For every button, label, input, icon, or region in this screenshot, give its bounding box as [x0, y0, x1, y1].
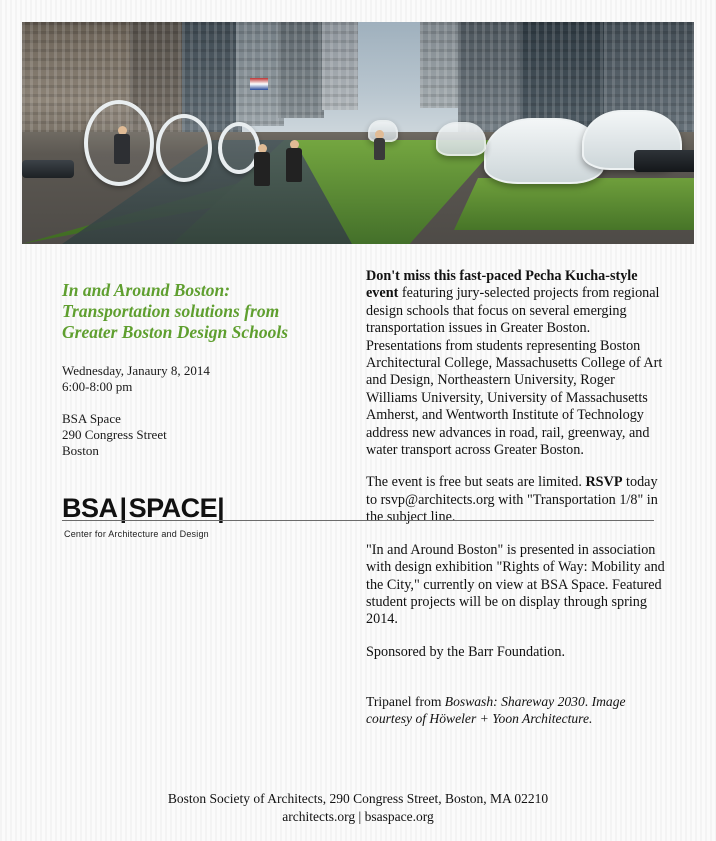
intro-rest: featuring jury-selected projects from regional design schools that focus on several emerging transportation issues in Greater Boston. Presentations from students representing Boston Architectural College, Massachusetts College of Art and Design, Northeastern University, Roger Williams University, University of Massachusetts Amherst, and Wentworth Institute of Technology address new advances in road, rail, greenway, and water transport across Greater Boston. [366, 285, 663, 459]
building-block [236, 22, 284, 126]
pedestrian [114, 126, 130, 164]
pedestrian [286, 140, 302, 182]
credit-title: Boswash: Shareway 2030 [444, 694, 585, 710]
rsvp-bold: RSVP [585, 474, 623, 491]
car [634, 150, 694, 172]
event-venue [62, 411, 332, 459]
paragraph-sponsor: Sponsored by the Barr Foundation. [366, 643, 565, 660]
event-datetime [62, 363, 332, 395]
pedestrian [374, 130, 385, 160]
image-credit [366, 693, 666, 727]
event-time: 6:00-8:00 pm [62, 379, 133, 394]
green-median-right [454, 178, 694, 230]
building-block [322, 22, 358, 110]
page-title: In and Around Boston: Transportation solutions from Greater Boston Design Schools [62, 280, 289, 342]
pod-vehicle [436, 122, 486, 156]
footer-divider [62, 520, 654, 521]
bsa-space-logo [62, 493, 332, 539]
building-block [420, 22, 462, 108]
rsvp-post: today to rsvp@architects.org with "Transportation 1/8" in the subject line. [366, 474, 658, 526]
car [22, 160, 74, 178]
event-date: Wednesday, Janaury 8, 2014 [62, 363, 210, 378]
venue-city: Boston [62, 443, 99, 458]
flag [250, 78, 268, 90]
building-block [278, 22, 324, 118]
logo-tagline: Center for Architecture and Design [64, 529, 209, 539]
hero-image [22, 22, 694, 244]
paragraph-exhibition: "In and Around Boston" is presented in association with design exhibition "Rights of Way: Mobility and the City," currently on view at BSA Space. Featured student projects will be on display through spring 2014. [366, 541, 665, 628]
credit-courtesy: Image courtesy of Höweler + Yoon Architecture. [366, 694, 626, 727]
logo-divider: | [119, 493, 127, 523]
paragraph-intro [366, 268, 666, 459]
logo-space: SPACE| [128, 493, 225, 523]
right-column [366, 268, 666, 727]
credit-mid: . [584, 694, 592, 710]
hoop-vehicle [156, 114, 212, 182]
left-column [62, 280, 332, 539]
footer-address: Boston Society of Architects, 290 Congress Street, Boston, MA 02210 [167, 791, 549, 806]
pedestrian [254, 144, 270, 186]
footer-links[interactable]: architects.org | bsaspace.org [282, 809, 434, 824]
footer [0, 790, 716, 826]
logo-bsa: BSA [62, 493, 118, 523]
paragraph-rsvp [366, 474, 666, 526]
intro-lead-bold: Don't miss this fast-paced Pecha Kucha-style event [366, 268, 638, 302]
venue-street: 290 Congress Street [62, 427, 167, 442]
rsvp-pre: The event is free but seats are limited. [366, 474, 586, 491]
credit-pre: Tripanel from [366, 694, 445, 710]
venue-name: BSA Space [62, 411, 121, 426]
